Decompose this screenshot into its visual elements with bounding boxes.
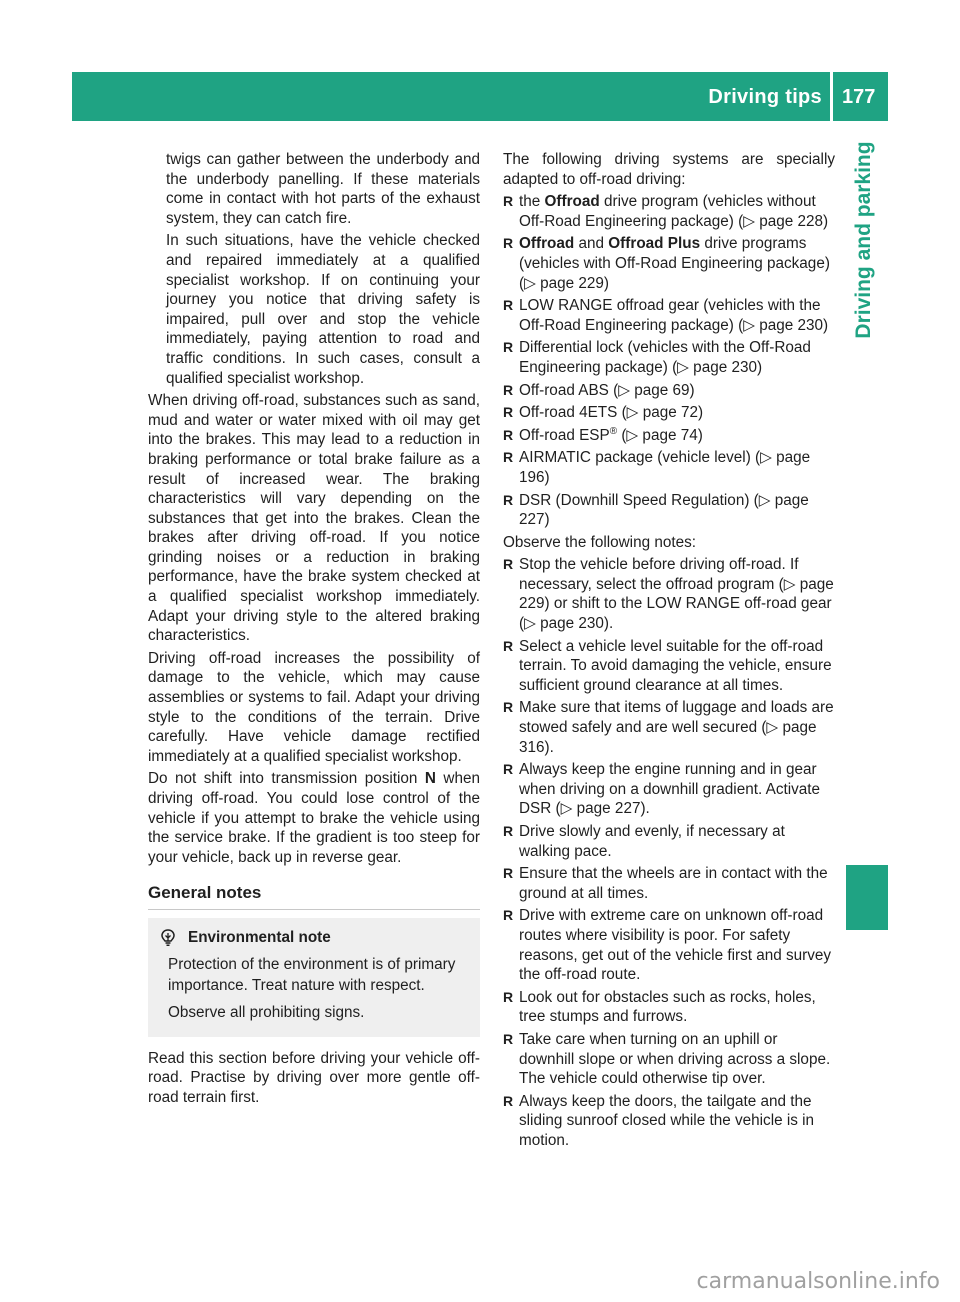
list-item: R Always keep the engine running and in gear when driving on a downhill gradient. Activate DSR (▷ page 227). (503, 760, 835, 819)
indented-paragraph: twigs can gather between the underbody and the underbody panelling. If these materials come in contact with hot parts of the exhaust system, they can catch fire. (166, 151, 480, 227)
notes-intro: Observe the following notes: (503, 533, 697, 551)
side-tab-label: Driving and parking (852, 141, 875, 339)
right-column (503, 150, 835, 1154)
side-tab-marker (846, 865, 888, 930)
text: and (574, 235, 609, 253)
intro-paragraph: The following driving systems are specially adapted to off-road driving: (503, 151, 835, 188)
watermark: carmanualsonline.info (696, 1269, 940, 1294)
list-item: R Select a vehicle level suitable for the off-road terrain. To avoid damaging the vehicle, ensure sufficient ground clearance at all times. (503, 637, 835, 696)
list-item: R Off-road 4ETS (▷ page 72) (503, 403, 835, 423)
list-item: R Differential lock (vehicles with the Off-Road Engineering package) (▷ page 230) (503, 338, 835, 377)
list-item: R Ensure that the wheels are in contact with the ground at all times. (503, 864, 835, 903)
driving-systems-list (503, 192, 835, 530)
text: the (519, 193, 545, 211)
list-item (503, 426, 835, 446)
environmental-note-heading: Environmental note (188, 928, 331, 946)
list-item: R Stop the vehicle before driving off-road. If necessary, select the offroad program (▷ page 229) or shift to the LOW RANGE off-road gear (▷ page 230). (503, 555, 835, 633)
header-divider (830, 72, 833, 121)
text: drive programs (vehicles with Off-Road Engineering package) (▷ page 229) (519, 235, 830, 292)
page-number: 177 (842, 86, 876, 108)
list-item (503, 192, 835, 231)
environmental-note-text: Observe all prohibiting signs. (168, 1003, 365, 1021)
page-title: Driving tips (708, 86, 822, 108)
text: Do not shift into transmission position (148, 770, 425, 788)
body-paragraph: When driving off-road, substances such as sand, mud and water or water mixed with oil may get into the brakes. This may lead to a reduction in braking performance or total brake failure as a result of increased wear. The braking characteristics will vary depending on the substances that get into the brakes. Clean the brakes after driving off-road. If you notice grinding noises or a reduction in braking performance, have the brake system checked at a qualified specialist workshop immediately. Adapt your driving style to the altered braking characteristics. (148, 392, 480, 645)
list-item: R Always keep the doors, the tailgate and the sliding sunroof closed while the vehicle is in motion. (503, 1092, 835, 1151)
gear-position: N (424, 770, 436, 788)
environment-bulb-icon (160, 929, 176, 947)
list-item: R Take care when turning on an uphill or downhill slope or when driving across a slope. The vehicle could otherwise tip over. (503, 1030, 835, 1089)
text: drive program (vehicles without Off-Road Engineering package) (▷ page 228) (519, 193, 829, 230)
list-item: R Drive with extreme care on unknown off-road routes where visibility is poor. For safety reasons, get out of the vehicle first and survey the off-road route. (503, 906, 835, 984)
registered-mark: ® (609, 425, 618, 437)
body-paragraph: Read this section before driving your vehicle off-road. Practise by driving over more gentle off-road terrain first. (148, 1049, 480, 1106)
list-item: R Drive slowly and evenly, if necessary at walking pace. (503, 822, 835, 861)
text: when driving off-road. You could lose control of the vehicle if you attempt to brake the vehicle using the service brake. If the gradient is too steep for your vehicle, back up in reverse gear. (148, 770, 480, 866)
environmental-note-title (158, 928, 470, 948)
left-column (148, 150, 480, 1110)
notes-list (503, 555, 835, 1150)
list-item: R AIRMATIC package (vehicle level) (▷ page 196) (503, 448, 835, 487)
program-name: Offroad Plus (608, 235, 701, 253)
environmental-note-text: Protection of the environment is of primary importance. Treat nature with respect. (168, 955, 456, 994)
list-item: R Look out for obstacles such as rocks, holes, tree stumps and furrows. (503, 988, 835, 1027)
program-name: Offroad (519, 235, 575, 253)
body-paragraph (148, 769, 480, 867)
text: (▷ page 74) (617, 426, 703, 444)
list-item: R LOW RANGE offroad gear (vehicles with the Off-Road Engineering package) (▷ page 230) (503, 296, 835, 335)
body-paragraph: Driving off-road increases the possibility of damage to the vehicle, which may cause assemblies or systems to fail. Adapt your driving style to the conditions of the terrain. Drive carefully. Have vehicle damage rectified immediately at a qualified specialist workshop. (148, 649, 480, 765)
environmental-note (148, 918, 480, 1037)
section-heading: General notes (148, 883, 480, 910)
text: Off-road ESP (519, 426, 610, 444)
indented-paragraph: In such situations, have the vehicle checked and repaired immediately at a qualified specialist workshop. If on continuing your journey you notice that driving safety is impaired, pull over and stop the vehicle immediately, paying attention to road and traffic conditions. In such cases, consult a qualified specialist workshop. (166, 232, 480, 387)
list-item: R Off-road ABS (▷ page 69) (503, 381, 835, 401)
list-item (503, 234, 835, 293)
program-name: Offroad (544, 193, 600, 211)
list-item: R Make sure that items of luggage and loads are stowed safely and are well secured (▷ page 316). (503, 698, 835, 757)
list-item: R DSR (Downhill Speed Regulation) (▷ page 227) (503, 491, 835, 530)
side-tab (840, 140, 888, 340)
